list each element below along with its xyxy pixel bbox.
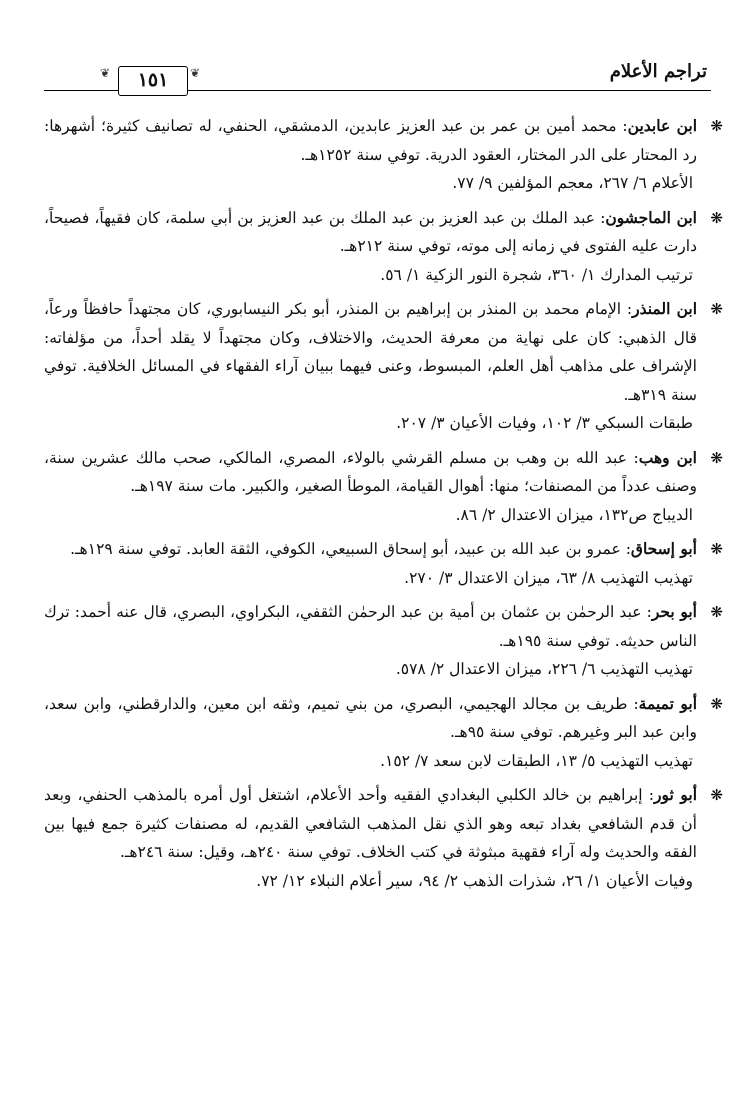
name-separator: : <box>642 786 654 804</box>
entry-references: طبقات السبكي ٣/ ١٠٢، وفيات الأعيان ٣/ ٢٠٧. <box>396 414 693 432</box>
entry-name: ابن وهب <box>638 447 697 467</box>
entry-bio: عبد الله بن وهب بن مسلم القرشي بالولاء، المصري، المالكي، صحب مالك عشرين سنة، وصنف عدداً من المصنفات؛ منها: أهوال القيامة، الموطأ الصغير، والكبير. مات سنة ١٩٧هـ. <box>44 448 697 495</box>
entry-bio: محمد أمين بن عمر بن عبد العزيز عابدين، الدمشقي، الحنفي، له تصانيف كثيرة؛ أشهرها: رد المحتار على الدر المختار، العقود الدرية. توفي سنة ١٢٥٢هـ. <box>44 117 697 164</box>
entry-bio: الإمام محمد بن المنذر بن إبراهيم بن المنذر، أبو بكر النيسابوري، كان مجتهداً حافظاً ورعاً، قال الذهبي: كان على نهاية من معرفة الحديث، والاختلاف، وكان مجتهداً لا يقلد أحداً، من مؤلفاته: الإشراف على مذاهب أهل العلم، المبسوط، وعنى فيهما ببيان آراء الفقهاء في المسائل الخلافية. توفي سنة ٣١٩هـ. <box>44 300 697 404</box>
entry-name: ابن الماجشون <box>605 207 697 227</box>
entry-bio: طريف بن مجالد الهجيمي، البصري، من بني تميم، وثقه ابن معين، والدارقطني، وابن سعد، وابن عبد البر وغيرهم. توفي سنة ٩٥هـ. <box>44 694 697 741</box>
biography-entry <box>44 444 723 530</box>
entry-references: وفيات الأعيان ١/ ٢٦، شذرات الذهب ٢/ ٩٤، سير أعلام النبلاء ١٢/ ٧٢. <box>256 871 693 890</box>
biography-entry <box>44 781 723 895</box>
biography-entry <box>44 295 723 438</box>
entry-star-icon: ❋ <box>710 694 723 713</box>
name-separator: : <box>616 117 628 135</box>
biography-entry <box>44 535 723 592</box>
entry-name: أبو ثور <box>653 785 697 804</box>
entry-text <box>44 204 697 261</box>
entry-text <box>44 598 697 655</box>
entry-name: ابن المنذر <box>632 299 698 318</box>
entry-star-icon: ❋ <box>710 603 723 621</box>
entry-references: تهذيب التهذيب ٦/ ٢٢٦، ميزان الاعتدال ٢/ ٥٧٨. <box>395 660 693 678</box>
name-separator: : <box>626 448 639 467</box>
entry-bio: عبد الرحمٰن بن عثمان بن أمية بن عبد الرحمٰن الثقفي، البكراوي، البصري، قال عنه أحمد: ترك الناس حديثه. توفي سنة ١٩٥هـ. <box>44 603 697 650</box>
entry-star-icon: ❋ <box>710 300 723 318</box>
entry-name: أبو بحر <box>651 602 697 621</box>
entry-star-icon: ❋ <box>710 448 723 467</box>
entry-text <box>44 444 697 501</box>
entry-references: ترتيب المدارك ١/ ٣٦٠، شجرة النور الزكية ١/ ٥٦. <box>380 265 693 284</box>
ornament-left-icon: ❦ <box>100 66 111 80</box>
name-separator: : <box>620 540 631 558</box>
entry-text <box>44 690 697 747</box>
biography-entry <box>44 690 723 776</box>
entry-star-icon: ❋ <box>710 786 723 804</box>
entry-references: الديباج ص١٣٢، ميزان الاعتدال ٢/ ٨٦. <box>455 505 693 524</box>
entry-name: أبو تميمة <box>638 693 697 713</box>
page-number: ١٥١ <box>118 66 188 96</box>
entry-star-icon: ❋ <box>710 117 723 135</box>
biography-entry <box>44 204 723 290</box>
biography-entry <box>44 112 723 198</box>
entry-text <box>44 295 697 409</box>
biography-entry <box>44 598 723 684</box>
entry-references: تهذيب التهذيب ٥/ ١٣، الطبقات لابن سعد ٧/ ١٥٢. <box>380 751 693 770</box>
name-separator: : <box>627 694 639 713</box>
entry-text <box>44 112 697 169</box>
entry-bio: إبراهيم بن خالد الكلبي البغدادي الفقيه وأحد الأعلام، اشتغل أول أمره بالمذهب الحنفي، وبعد أن قدم الشافعي بغداد تبعه وهو الذي نقل المذهب الشافعي القديم، له مصنفات كثيرة جمع فيها بين الفقه والحديث وله آراء فقهية مبثوثة في كتب الخلاف. توفي سنة ٢٤٠هـ، وقيل: سنة ٢٤٦هـ. <box>44 786 697 861</box>
entry-name: ابن عابدين <box>627 116 697 135</box>
name-separator: : <box>641 603 652 621</box>
running-header-title: تراجم الأعلام <box>609 61 707 82</box>
entry-references: الأعلام ٦/ ٢٦٧، معجم المؤلفين ٩/ ٧٧. <box>452 174 693 192</box>
entry-name: أبو إسحاق <box>630 539 697 558</box>
entry-bio: عبد الملك بن عبد العزيز بن عبد الملك بن عبد العزيز بن أبي سلمة، كان فقيهاً، فصيحاً، دارت عليه الفتوى في زمانه إلى موته، توفي سنة ٢١٢هـ. <box>44 208 697 255</box>
ornament-right-icon: ❦ <box>190 66 201 80</box>
biography-list <box>44 112 723 901</box>
entry-references: تهذيب التهذيب ٨/ ٦٣، ميزان الاعتدال ٣/ ٢٧٠. <box>404 568 693 587</box>
entry-star-icon: ❋ <box>710 540 723 558</box>
name-separator: : <box>595 208 606 227</box>
entry-star-icon: ❋ <box>710 208 723 227</box>
entry-text <box>44 535 697 564</box>
entry-bio: عمرو بن عبد الله بن عبيد، أبو إسحاق السبيعي، الكوفي، الثقة العابد. توفي سنة ١٢٩هـ. <box>70 540 621 558</box>
entry-text <box>44 781 697 867</box>
name-separator: : <box>621 300 633 318</box>
